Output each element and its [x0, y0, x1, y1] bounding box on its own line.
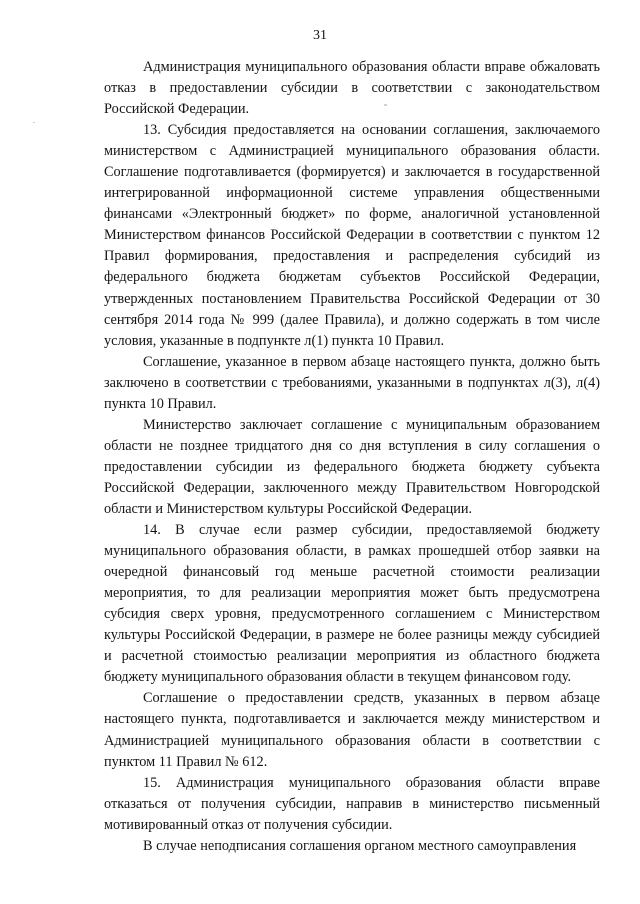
- paragraph-15-refusal: 15. Администрация муниципального образования области вправе отказаться от получения субсидии, направив в министерство письменный мотивированный отказ от получения субсидии.: [104, 774, 600, 833]
- paragraph-13-agreement: 13. Субсидия предоставляется на основании соглашения, заключаемого министерством с Администрацией муниципального образования области. Соглашение подготавливается (формируется) и заключается в государственной интегрированной информационной системе управления общественными финансами «Электронный бюджет» по форме, аналогичной установленной Министерством финансов Российской Федерации в соответствии с пунктом 12 Правил формирования, предоставления и распределения субсидий из федерального бюджета бюджетам субъектов Российской Федерации, утвержденных постановлением Правительства Российской Федерации от 30 сентября 2014 года № 999 (далее Правила), и должно содержать в том числе условия, указанные в подпункте л(1) пункта 10 Правил.: [104, 122, 600, 349]
- paragraph-funds-agreement: Соглашение о предоставлении средств, указанных в первом абзаце настоящего пункта, подготавливается и заключается между министерством и Администрацией муниципального образования области в соответствии с пунктом 11 Правил № 612.: [104, 690, 600, 770]
- paragraph-agreement-requirements: Соглашение, указанное в первом абзаце настоящего пункта, должно быть заключено в соответствии с требованиями, указанными в подпунктах л(3), л(4) пункта 10 Правил.: [104, 353, 600, 412]
- page-number: 31: [313, 28, 327, 43]
- paragraph-appeal-right: Администрация муниципального образования области вправе обжаловать отказ в предоставлении субсидии в соответствии с законодательством Российской Федерации.: [104, 59, 600, 118]
- document-body: [104, 57, 600, 857]
- paragraph-14-subsidy-size: 14. В случае если размер субсидии, предоставляемой бюджету муниципального образования области, в рамках прошедшей отбор заявки на очередной финансовый год меньше расчетной стоимости реализации мероприятия, то для реализации мероприятия может быть предусмотрена субсидия сверх уровня, предусмотренного соглашением с Министерством культуры Российской Федерации, в размере не более разницы между субсидией и расчетной стоимостью реализации мероприятия из областного бюджета бюджету муниципального образования области в текущем финансовом году.: [104, 522, 600, 686]
- paragraph-non-signing: В случае неподписания соглашения органом местного самоуправления: [143, 837, 577, 854]
- scan-speck: [384, 104, 387, 106]
- scan-speck: [33, 122, 35, 123]
- paragraph-agreement-deadline: Министерство заключает соглашение с муниципальным образованием области не позднее тридцатого дня со дня вступления в силу соглашения о предоставлении субсидии из федерального бюджета бюджету субъекта Российской Федерации, заключенного между Правительством Новгородской области и Министерством культуры Российской Федерации.: [104, 416, 600, 517]
